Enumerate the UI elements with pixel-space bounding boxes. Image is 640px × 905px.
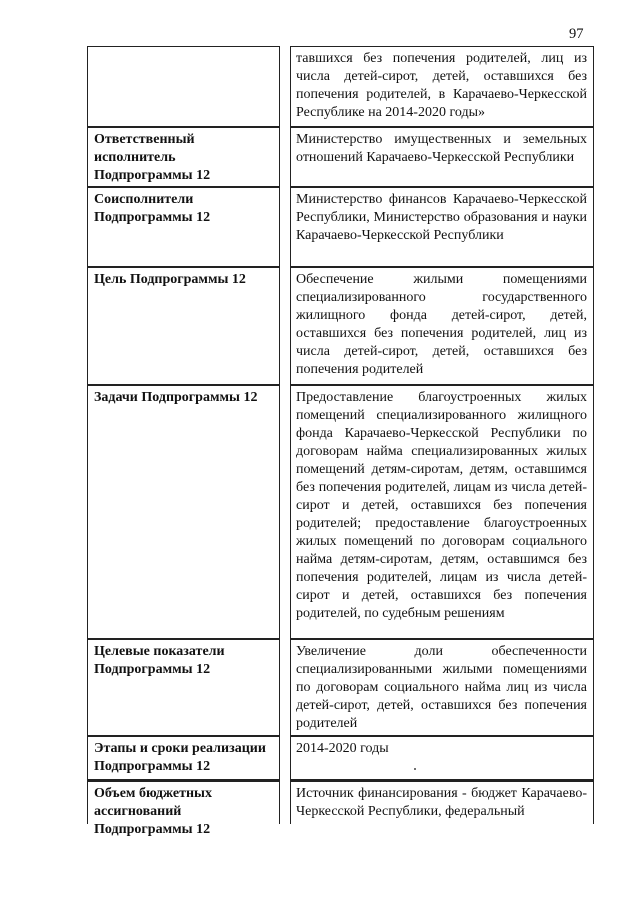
row-value: тавшихся без попечения родителей, лиц из числа детей-сирот, детей, оставшихся без попечения родителей, в Карачаево-Черкесской Республике на 2014-2020 годы» xyxy=(290,46,594,127)
table-row xyxy=(87,639,594,736)
row-value: 2014-2020 годы xyxy=(290,736,594,780)
row-label: Этапы и сроки реализации Подпрограммы 12 xyxy=(87,736,280,780)
table-row xyxy=(87,780,594,837)
page-number: 97 xyxy=(569,26,584,42)
row-label: Ответственный исполнитель Подпрограммы 12 xyxy=(87,127,280,187)
row-value: Министерство имущественных и земельных отношений Карачаево-Черкесской Республики xyxy=(290,127,594,187)
scan-dot xyxy=(414,768,416,770)
row-label: Соисполнители Подпрограммы 12 xyxy=(87,187,280,267)
row-value: Предоставление благоустроенных жилых помещений специализированного жилищного фонда Карачаево-Черкесской Республики по договорам найма специализированных жилых помещений детям-сиротам, детям, оставшимся без попечения родителей, лицам из числа детей-сирот и детей, оставшихся без попечения родителей; предоставление благоустроенных жилых помещений по договорам социального найма детям-сиротам, детям, оставшимся без попечения родителей, лицам из числа детей-сирот и детей, оставшихся без попечения родителей, по судебным решениям xyxy=(290,385,594,639)
passport-table xyxy=(87,46,594,837)
row-value: Министерство финансов Карачаево-Черкесской Республики, Министерство образования и науки Карачаево-Черкесской Республики xyxy=(290,187,594,267)
table-row xyxy=(87,127,594,187)
row-value: Увеличение доли обеспеченности специализированными жилыми помещениями по договорам социального найма лиц из числа детей-сирот, детей, оставшихся без попечения родителей xyxy=(290,639,594,736)
row-value: Обеспечение жилыми помещениями специализированного государственного жилищного фонда детей-сирот, детей, оставшихся без попечения родителей, лиц из числа детей-сирот, детей, оставшихся без попечения родителей xyxy=(290,267,594,385)
table-row xyxy=(87,187,594,267)
row-value: Источник финансирования - бюджет Карачаево-Черкесской Республики, федеральный xyxy=(290,780,594,824)
row-label: Цель Подпрограммы 12 xyxy=(87,267,280,385)
row-label: Задачи Подпрограммы 12 xyxy=(87,385,280,639)
table-row xyxy=(87,736,594,780)
row-label xyxy=(87,46,280,127)
table-row xyxy=(87,385,594,639)
row-label: Целевые показатели Подпрограммы 12 xyxy=(87,639,280,736)
table-row xyxy=(87,46,594,127)
row-label: Объем бюджетных ассигнований Подпрограммы 12 xyxy=(87,780,280,824)
table-row xyxy=(87,267,594,385)
